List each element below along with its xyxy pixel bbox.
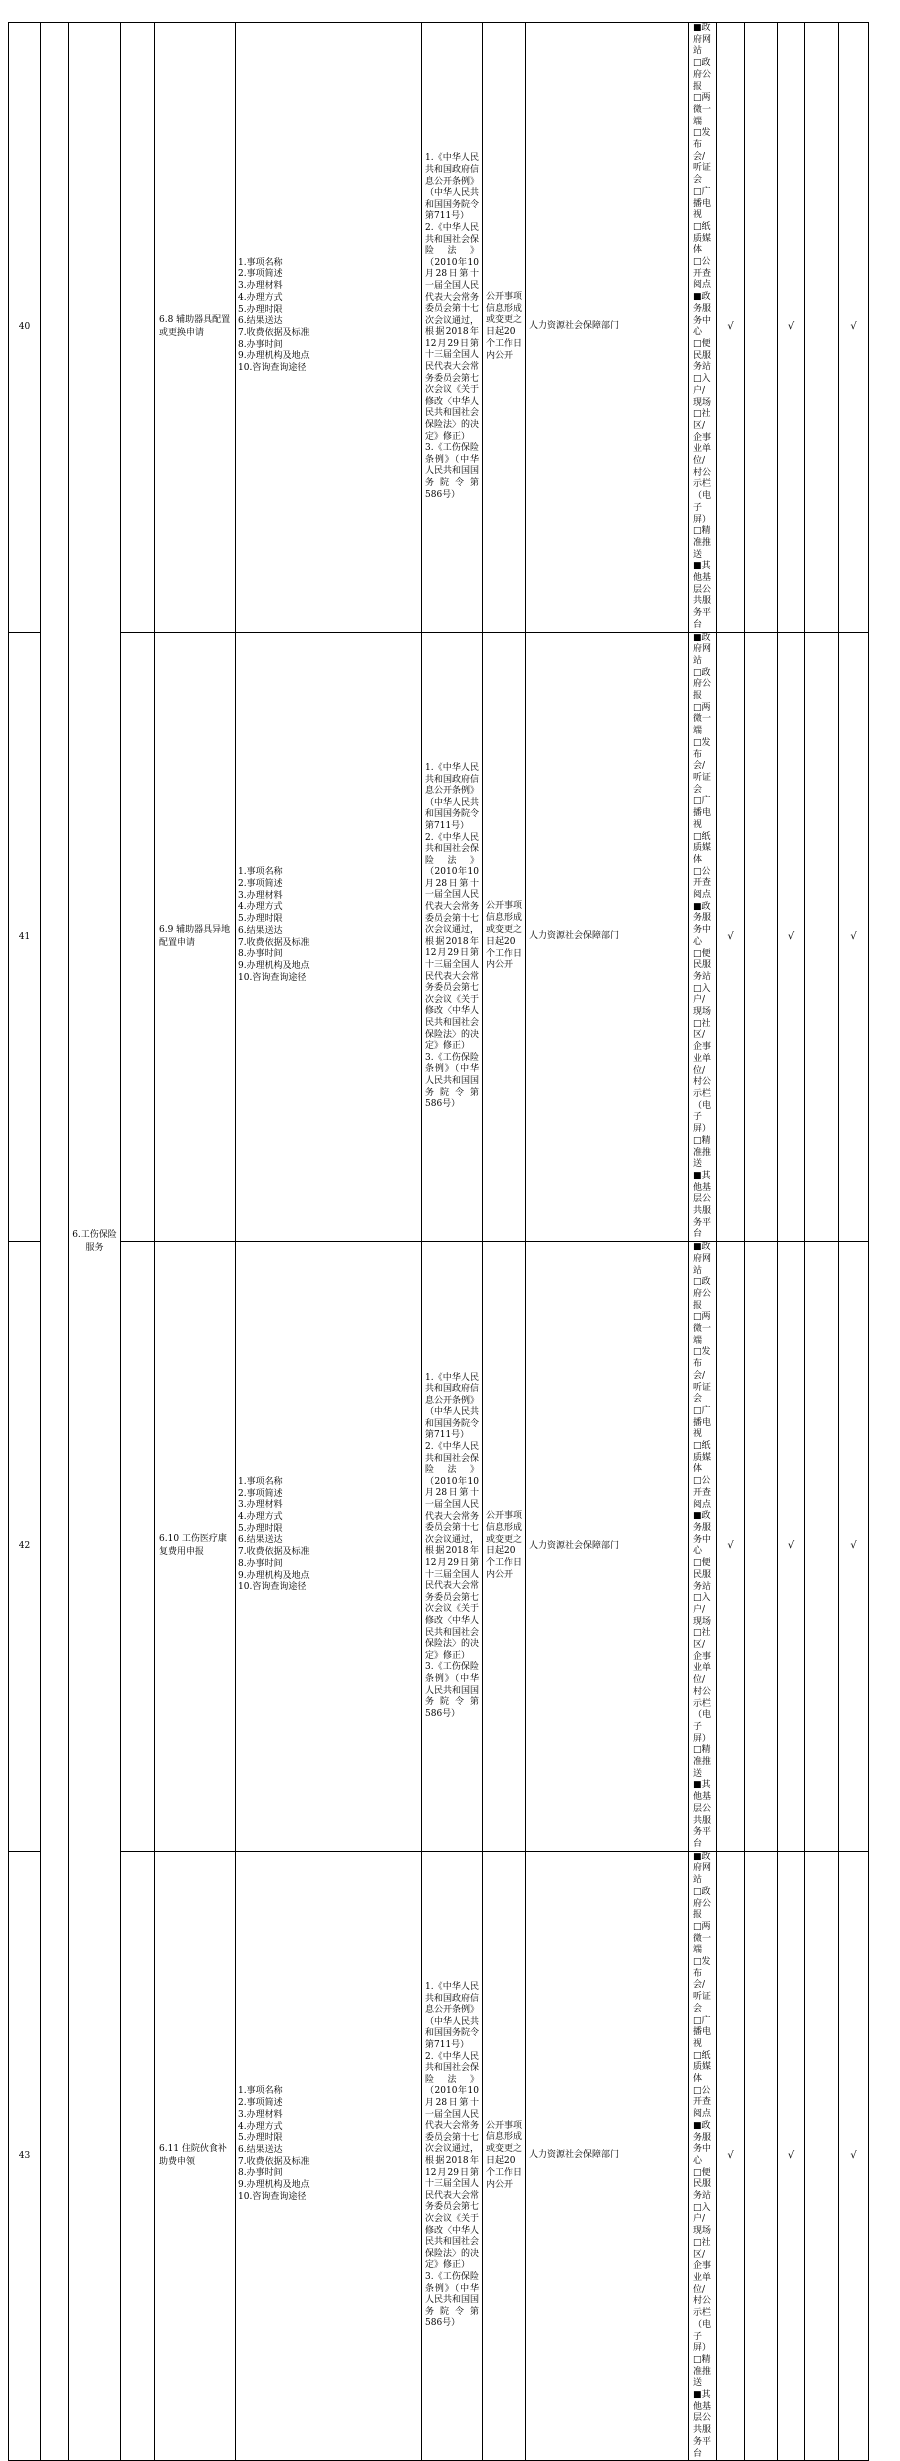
item-name: 6.10 工伤医疗康复费用申报	[155, 1242, 236, 1852]
disclosure-item: 8.办事时间	[238, 339, 283, 350]
channel-option: □广播电视 □纸质媒体	[693, 186, 712, 256]
row-seq: 43	[9, 1851, 41, 2461]
disclosure-item: 9.办理机构及地点	[238, 960, 310, 971]
row-seq: 40	[9, 23, 41, 633]
check-cell: √	[839, 1851, 869, 2461]
check-cell	[745, 632, 778, 1242]
check-cell	[745, 1851, 778, 2461]
disclosure-item: 4.办理方式	[238, 1512, 283, 1523]
channel-option: □两微一端 □发布会/听证会	[693, 1921, 712, 2014]
disclosure-item: 5.办理时限	[238, 1523, 283, 1534]
channel-option: □便民服务站 □入户/现场	[693, 948, 712, 1018]
legal-basis	[422, 1242, 483, 1852]
disclosure-item: 1.事项名称	[238, 2086, 283, 2097]
channel-option: □公开查阅点 ■政务服务中心	[693, 257, 712, 338]
disclosure-items	[236, 1851, 422, 2461]
channel-option: □社区/企事业单位/村公示栏（电子屏）	[693, 409, 712, 525]
channel-option: ■政府网站 □政府公报	[693, 1242, 712, 1311]
channel-option: □便民服务站 □入户/现场	[693, 1558, 712, 1627]
responsible-dept: 人力资源社会保障部门	[526, 632, 689, 1242]
disclosure-item: 5.办理时限	[238, 2133, 283, 2144]
disclosure-item: 3.办理材料	[238, 1500, 283, 1511]
legal-basis-line: 2.《中华人民共和国社会保险法》（2010年10月28日第十一届全国人民代表大会常务委员会第十七次会议通过，根据2018年12月29日第十三届全国人民代表大会常务委员会第七次会议《关于修改〈中华人民共和国社会保险法〉的决定》修正）	[425, 1442, 480, 1661]
check-cell	[805, 1242, 839, 1852]
disclosure-item: 7.收费依据及标准	[238, 1547, 310, 1558]
legal-basis-line: 1.《中华人民共和国政府信息公开条例》（中华人民共和国国务院令第711号）	[425, 762, 480, 831]
channel-option: □精准推送 ■其他基层公共服务平台	[693, 2354, 712, 2459]
items-clip	[238, 2086, 419, 2225]
channel-option: □公开查阅点 ■政务服务中心	[693, 1476, 712, 1557]
time-limit: 公开事项信息形成或变更之日起20个工作日内公开	[483, 632, 526, 1242]
check-cell: √	[839, 632, 869, 1242]
channel-option: □精准推送 ■其他基层公共服务平台	[693, 1745, 712, 1849]
disclosure-item: 10.咨询查询途径	[238, 1582, 307, 1593]
check-cell: √	[778, 23, 805, 633]
channel-option: □两微一端 □发布会/听证会	[693, 702, 712, 795]
disclosure-item: 3.办理材料	[238, 890, 283, 901]
legal-basis	[422, 23, 483, 633]
time-limit: 公开事项信息形成或变更之日起20个工作日内公开	[483, 1242, 526, 1852]
channel-option: □两微一端 □发布会/听证会	[693, 93, 712, 186]
responsible-dept: 人力资源社会保障部门	[526, 23, 689, 633]
check-cell: √	[717, 632, 745, 1242]
time-limit: 公开事项信息形成或变更之日起20个工作日内公开	[483, 23, 526, 633]
disclosure-item: 8.办事时间	[238, 2168, 283, 2179]
disclosure-item: 8.办事时间	[238, 1558, 283, 1569]
disclosure-item: 4.办理方式	[238, 902, 283, 913]
blank-cell	[121, 23, 155, 633]
legal-basis-line: 1.《中华人民共和国政府信息公开条例》（中华人民共和国国务院令第711号）	[425, 1372, 480, 1441]
disclosure-item: 9.办理机构及地点	[238, 351, 310, 362]
table-row	[9, 1851, 869, 2461]
legal-basis-line: 3.《工伤保险条例》（中华人民共和国国务院令第 586号）	[425, 1662, 480, 1719]
channel-option: □便民服务站 □入户/现场	[693, 2167, 712, 2237]
legal-basis	[422, 632, 483, 1242]
check-cell: √	[717, 23, 745, 633]
publish-channels	[689, 1242, 717, 1852]
check-cell: √	[778, 1851, 805, 2461]
disclosure-item: 3.办理材料	[238, 2109, 283, 2120]
check-cell	[745, 1242, 778, 1852]
disclosure-item: 9.办理机构及地点	[238, 2180, 310, 2191]
disclosure-item: 2.事项简述	[238, 1488, 283, 1499]
legal-basis-line: 2.《中华人民共和国社会保险法》（2010年10月28日第十一届全国人民代表大会常务委员会第十七次会议通过，根据2018年12月29日第十三届全国人民代表大会常务委员会第七次会议《关于修改〈中华人民共和国社会保险法〉的决定》修正）	[425, 222, 480, 442]
blank-cell	[121, 1242, 155, 1852]
channel-option: ■政府网站 □政府公报	[693, 23, 712, 92]
check-cell: √	[778, 632, 805, 1242]
row-seq: 41	[9, 632, 41, 1242]
item-name: 6.8 辅助器具配置或更换申请	[155, 23, 236, 633]
table-row	[9, 23, 869, 633]
disclosure-items	[236, 632, 422, 1242]
items-clip	[238, 867, 419, 1006]
channel-option: □精准推送 ■其他基层公共服务平台	[693, 1135, 712, 1240]
check-cell: √	[717, 1242, 745, 1852]
disclosure-item: 10.咨询查询途径	[238, 363, 307, 374]
check-cell	[745, 23, 778, 633]
disclosure-item: 6.结果送达	[238, 925, 283, 936]
check-cell	[805, 632, 839, 1242]
table-row	[9, 632, 869, 1242]
legal-basis-line: 2.《中华人民共和国社会保险法》（2010年10月28日第十一届全国人民代表大会常务委员会第十七次会议通过，根据2018年12月29日第十三届全国人民代表大会常务委员会第七次会议《关于修改〈中华人民共和国社会保险法〉的决定》修正）	[425, 832, 480, 1052]
table-row	[9, 1242, 869, 1852]
disclosure-item: 7.收费依据及标准	[238, 328, 310, 338]
items-clip	[238, 258, 419, 397]
disclosure-item: 4.办理方式	[238, 2121, 283, 2132]
legal-basis-line: 3.《工伤保险条例》（中华人民共和国国务院令第 586号）	[425, 443, 480, 500]
disclosure-item: 10.咨询查询途径	[238, 972, 307, 983]
disclosure-item: 10.咨询查询途径	[238, 2191, 307, 2202]
publish-channels	[689, 1851, 717, 2461]
blank-cell	[121, 1851, 155, 2461]
blank-cell	[41, 23, 69, 2461]
disclosure-items	[236, 23, 422, 633]
check-cell	[805, 23, 839, 633]
row-seq: 42	[9, 1242, 41, 1852]
legal-basis-line: 1.《中华人民共和国政府信息公开条例》（中华人民共和国国务院令第711号）	[425, 153, 480, 222]
disclosure-item: 9.办理机构及地点	[238, 1570, 310, 1581]
publish-channels	[689, 23, 717, 633]
channel-option: □社区/企事业单位/村公示栏（电子屏）	[693, 2237, 712, 2354]
channel-option: □便民服务站 □入户/现场	[693, 338, 712, 408]
disclosure-item: 7.收费依据及标准	[238, 2156, 310, 2167]
disclosure-item: 3.办理材料	[238, 281, 283, 292]
disclosure-item: 6.结果送达	[238, 316, 283, 327]
channel-option: □精准推送 ■其他基层公共服务平台	[693, 526, 712, 630]
legal-basis	[422, 1851, 483, 2461]
channel-option: □广播电视 □纸质媒体	[693, 2015, 712, 2085]
disclosure-table	[8, 22, 868, 2459]
item-name: 6.11 住院伙食补助费申领	[155, 1851, 236, 2461]
time-limit: 公开事项信息形成或变更之日起20个工作日内公开	[483, 1851, 526, 2461]
disclosure-items	[236, 1242, 422, 1852]
channel-option: □广播电视 □纸质媒体	[693, 796, 712, 865]
disclosure-item: 6.结果送达	[238, 1535, 283, 1546]
disclosure-item: 1.事项名称	[238, 867, 283, 878]
disclosure-item: 1.事项名称	[238, 1476, 283, 1487]
channel-option: □公开查阅点 ■政务服务中心	[693, 866, 712, 947]
disclosure-item: 5.办理时限	[238, 914, 283, 925]
item-name: 6.9 辅助器具异地配置申请	[155, 632, 236, 1242]
legal-basis-line: 3.《工伤保险条例》（中华人民共和国国务院令第 586号）	[425, 1052, 480, 1110]
channel-option: □公开查阅点 ■政务服务中心	[693, 2085, 712, 2166]
category-cell: 6.工伤保险服务	[69, 23, 121, 2461]
channel-option: □广播电视 □纸质媒体	[693, 1405, 712, 1475]
disclosure-item: 2.事项简述	[238, 879, 283, 890]
legal-basis-line: 3.《工伤保险条例》（中华人民共和国国务院令第 586号）	[425, 2271, 480, 2329]
disclosure-item: 5.办理时限	[238, 304, 283, 315]
items-clip	[238, 1477, 419, 1616]
responsible-dept: 人力资源社会保障部门	[526, 1851, 689, 2461]
channel-option: □社区/企事业单位/村公示栏（电子屏）	[693, 1628, 712, 1744]
disclosure-item: 7.收费依据及标准	[238, 937, 310, 948]
disclosure-item: 2.事项简述	[238, 269, 283, 280]
channel-option: □两微一端 □发布会/听证会	[693, 1312, 712, 1405]
check-cell: √	[717, 1851, 745, 2461]
channel-option: ■政府网站 □政府公报	[693, 1851, 712, 1921]
disclosure-item: 6.结果送达	[238, 2144, 283, 2155]
check-cell	[805, 1851, 839, 2461]
legal-basis-line: 2.《中华人民共和国社会保险法》（2010年10月28日第十一届全国人民代表大会常务委员会第十七次会议通过，根据2018年12月29日第十三届全国人民代表大会常务委员会第七次会议《关于修改〈中华人民共和国社会保险法〉的决定》修正）	[425, 2051, 480, 2271]
channel-option: ■政府网站 □政府公报	[693, 632, 712, 702]
legal-basis-line: 1.《中华人民共和国政府信息公开条例》（中华人民共和国国务院令第711号）	[425, 1982, 480, 2051]
channel-option: □社区/企事业单位/村公示栏（电子屏）	[693, 1018, 712, 1135]
disclosure-item: 2.事项简述	[238, 2098, 283, 2109]
disclosure-item: 1.事项名称	[238, 257, 283, 268]
check-cell: √	[839, 1242, 869, 1852]
disclosure-item: 4.办理方式	[238, 292, 283, 303]
blank-cell	[121, 632, 155, 1242]
disclosure-item: 8.办事时间	[238, 949, 283, 960]
responsible-dept: 人力资源社会保障部门	[526, 1242, 689, 1852]
check-cell: √	[778, 1242, 805, 1852]
check-cell: √	[839, 23, 869, 633]
publish-channels	[689, 632, 717, 1242]
